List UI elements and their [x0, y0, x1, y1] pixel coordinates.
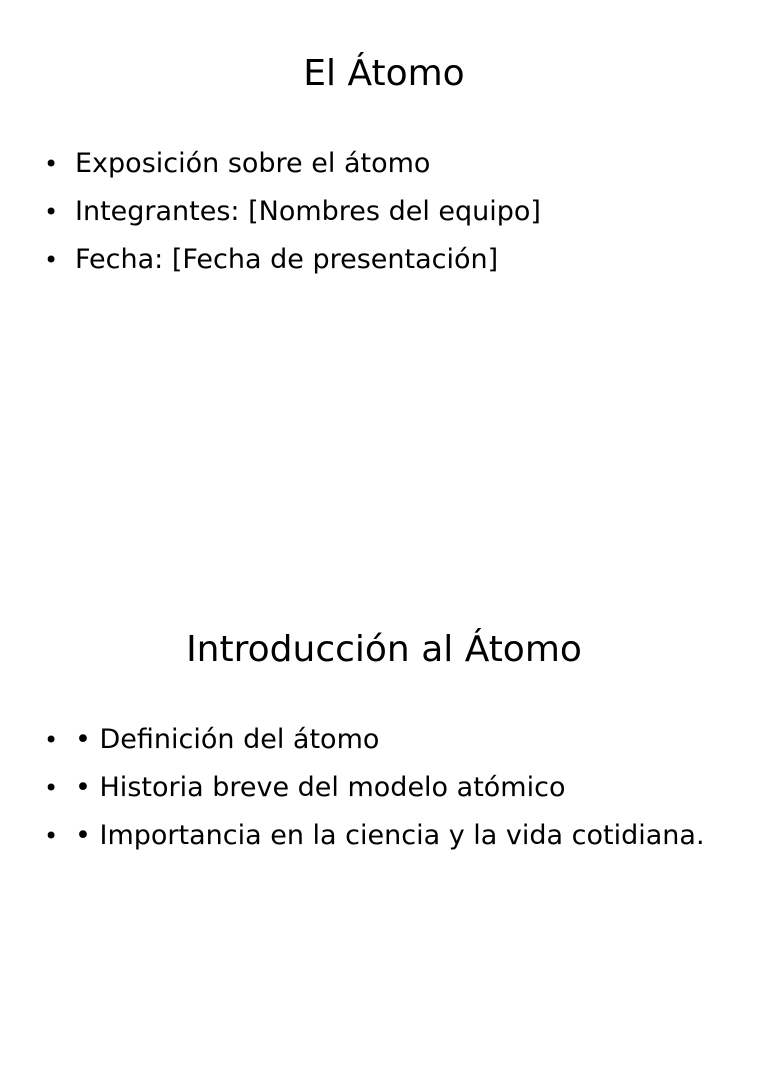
slide-1 — [0, 0, 768, 512]
list-item — [44, 188, 541, 236]
list-item — [44, 812, 705, 860]
list-item-text: • Definición del átomo — [75, 724, 380, 755]
list-item — [44, 140, 541, 188]
bullet-list — [44, 140, 541, 284]
slide-title: El Átomo — [303, 53, 465, 94]
list-item-text: • Importancia en la ciencia y la vida cotidiana. — [75, 820, 705, 851]
list-item-text: Exposición sobre el átomo — [75, 148, 431, 179]
list-item — [44, 764, 705, 812]
bullet-list — [44, 716, 705, 860]
bullet-icon: • — [44, 774, 59, 802]
list-item — [44, 716, 705, 764]
bullet-icon: • — [44, 246, 59, 274]
bullet-icon: • — [44, 726, 59, 754]
bullet-icon: • — [44, 198, 59, 226]
list-item-text: Integrantes: [Nombres del equipo] — [75, 196, 541, 227]
list-item-text: Fecha: [Fecha de presentación] — [75, 244, 499, 275]
slide-2 — [0, 576, 768, 1088]
slide-title: Introducción al Átomo — [186, 629, 582, 670]
bullet-icon: • — [44, 150, 59, 178]
list-item — [44, 236, 541, 284]
list-item-text: • Historia breve del modelo atómico — [75, 772, 566, 803]
bullet-icon: • — [44, 822, 59, 850]
